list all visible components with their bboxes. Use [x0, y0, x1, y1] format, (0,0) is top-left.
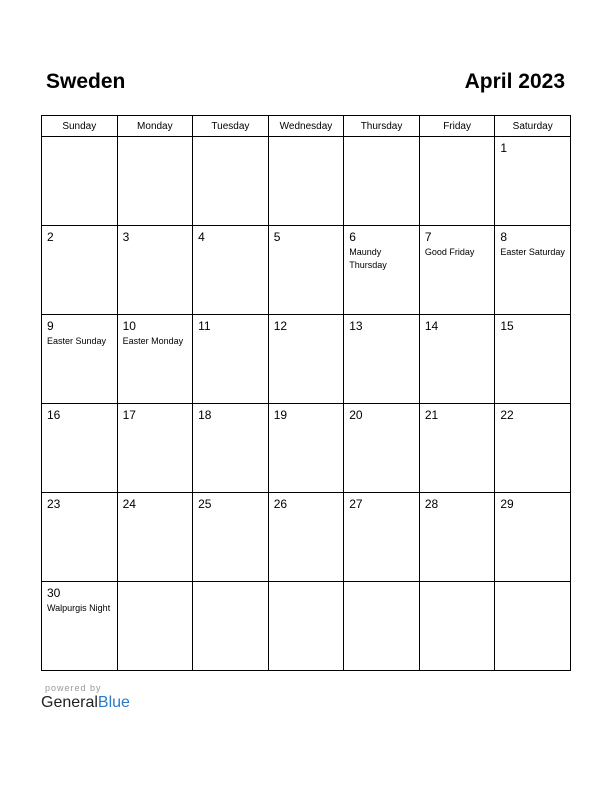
day-number: 1: [500, 141, 508, 155]
day-cell: [42, 493, 118, 582]
day-cell: [419, 493, 495, 582]
day-cell: [495, 582, 571, 671]
day-cell: [42, 582, 118, 671]
day-number: 10: [122, 319, 136, 333]
day-cell: [344, 582, 420, 671]
day-number: 29: [500, 497, 514, 511]
day-cell: [344, 226, 420, 315]
day-cell: [495, 493, 571, 582]
day-number: 26: [273, 497, 288, 511]
day-cell: [268, 226, 344, 315]
day-cell: [193, 315, 269, 404]
day-number: 18: [198, 408, 212, 422]
day-cell: [344, 493, 420, 582]
day-cell: [268, 582, 344, 671]
day-cell: [419, 226, 495, 315]
day-number: 24: [122, 497, 136, 511]
day-cell: [117, 137, 193, 226]
day-cell: [42, 226, 118, 315]
day-number: 28: [424, 497, 439, 511]
day-cell: [268, 404, 344, 493]
country-title: Sweden: [46, 70, 126, 93]
day-number: 8: [500, 230, 508, 244]
week-row: [42, 582, 571, 671]
day-cell: [193, 226, 269, 315]
day-cell: [193, 137, 269, 226]
footer: [41, 683, 130, 712]
holiday-label: Easter Saturday: [500, 247, 565, 257]
weekday-header: Thursday: [344, 116, 420, 137]
day-cell: [42, 404, 118, 493]
day-number: 21: [424, 408, 439, 422]
week-row: [42, 315, 571, 404]
day-number: 7: [424, 230, 432, 244]
calendar-grid: [41, 115, 571, 671]
brand-blue: Blue: [97, 694, 130, 711]
brand-logo[interactable]: [41, 694, 130, 712]
week-row: [42, 404, 571, 493]
week-row: [42, 226, 571, 315]
day-number: 2: [47, 230, 54, 244]
day-number: 30: [47, 586, 61, 600]
calendar-body: [42, 137, 571, 671]
weekday-header: Wednesday: [268, 116, 344, 137]
powered-by-text: powered by: [45, 683, 102, 693]
day-cell: [419, 315, 495, 404]
day-cell: [117, 582, 193, 671]
day-cell: [495, 137, 571, 226]
day-cell: [117, 226, 193, 315]
weekday-header: Sunday: [42, 116, 118, 137]
day-number: 6: [349, 230, 356, 244]
weekday-header-row: [42, 116, 571, 137]
day-cell: [495, 226, 571, 315]
day-cell: [117, 315, 193, 404]
holiday-label: Easter Monday: [122, 336, 184, 346]
day-number: 9: [47, 319, 54, 333]
day-cell: [344, 315, 420, 404]
day-cell: [268, 493, 344, 582]
day-number: 25: [198, 497, 212, 511]
day-number: 5: [273, 230, 281, 244]
day-number: 20: [349, 408, 363, 422]
day-number: 4: [198, 230, 205, 244]
holiday-label: Maundy Thursday: [349, 247, 387, 270]
day-cell: [419, 582, 495, 671]
day-number: 13: [349, 319, 363, 333]
week-row: [42, 493, 571, 582]
week-row: [42, 137, 571, 226]
day-number: 14: [424, 319, 439, 333]
day-cell: [42, 315, 118, 404]
day-cell: [419, 137, 495, 226]
day-cell: [419, 404, 495, 493]
day-cell: [268, 315, 344, 404]
day-number: 15: [500, 319, 514, 333]
day-cell: [344, 404, 420, 493]
day-number: 23: [47, 497, 61, 511]
day-number: 19: [273, 408, 288, 422]
day-cell: [193, 404, 269, 493]
day-number: 12: [273, 319, 288, 333]
day-number: 17: [122, 408, 136, 422]
day-cell: [117, 404, 193, 493]
day-cell: [193, 493, 269, 582]
day-cell: [495, 315, 571, 404]
day-cell: [117, 493, 193, 582]
day-cell: [495, 404, 571, 493]
weekday-header: Friday: [419, 116, 495, 137]
day-cell: [344, 137, 420, 226]
day-number: 27: [349, 497, 363, 511]
day-number: 22: [500, 408, 514, 422]
holiday-label: Good Friday: [424, 247, 475, 257]
month-title: April 2023: [464, 70, 565, 93]
holiday-label: Easter Sunday: [47, 336, 107, 346]
day-cell: [42, 137, 118, 226]
day-cell: [193, 582, 269, 671]
day-number: 16: [47, 408, 61, 422]
brand-general: General: [41, 694, 98, 711]
weekday-header: Tuesday: [193, 116, 269, 137]
weekday-header: Monday: [117, 116, 193, 137]
day-cell: [268, 137, 344, 226]
day-number: 11: [198, 319, 211, 333]
weekday-header: Saturday: [495, 116, 571, 137]
holiday-label: Walpurgis Night: [47, 603, 111, 613]
day-number: 3: [122, 230, 130, 244]
